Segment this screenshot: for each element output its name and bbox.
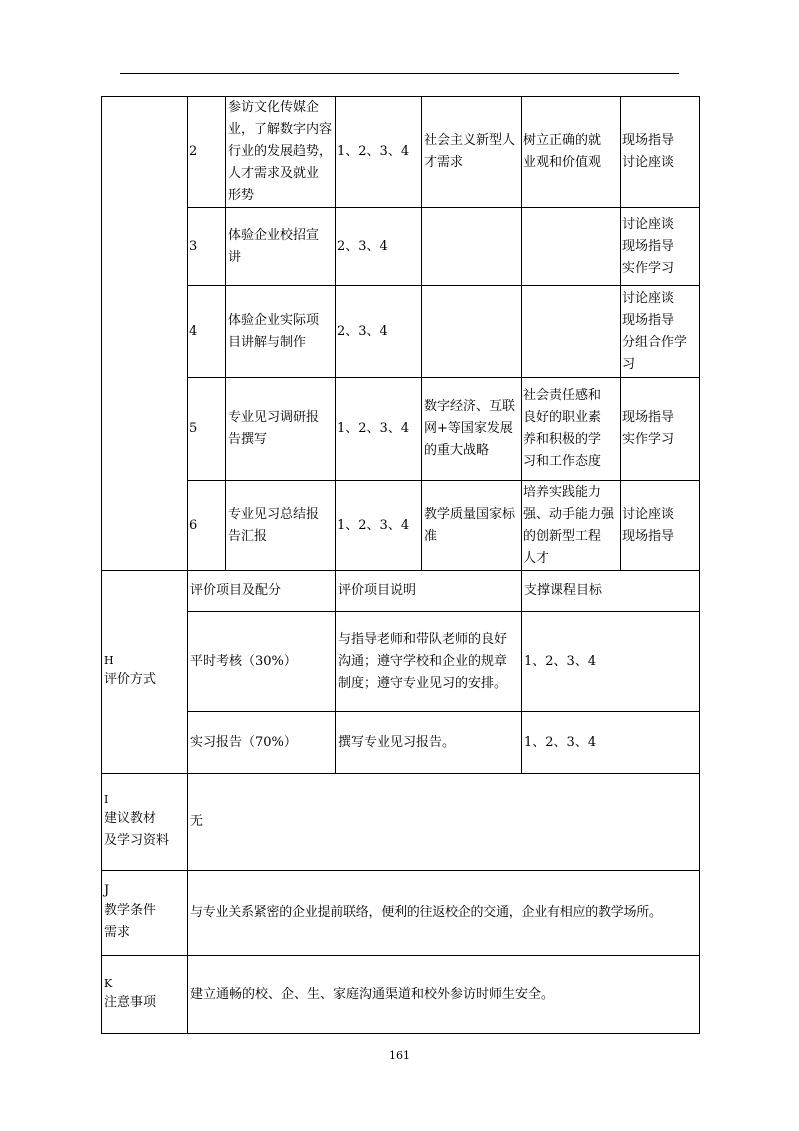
eval-header-target: 支撑课程目标 <box>524 583 603 598</box>
ideology-element: 教学质量国家标 准 <box>424 506 516 544</box>
ideology-element <box>422 286 521 377</box>
section-title: 教学条件 需求 <box>104 903 157 940</box>
conditions-content: 与专业关系紧密的企业提前联络，便利的往返校企的交通，企业有相应的教学场所。 <box>190 905 662 920</box>
activity-content: 体验企业校招宣 讲 <box>228 227 320 265</box>
materials-content: 无 <box>190 814 204 829</box>
section-title: 建议教材 及学习资料 <box>104 811 170 848</box>
eval-target: 1、2、3、4 <box>524 734 597 750</box>
eval-item: 实习报告（70%） <box>190 734 297 750</box>
eval-desc: 与指导老师和带队老师的良好 沟通；遵守学校和企业的规章 制度；遵守专业见习的安排。 <box>338 631 508 691</box>
section-letter: K <box>104 976 113 990</box>
section-title: 评价方式 <box>104 672 157 687</box>
section-letter: I <box>104 793 109 806</box>
value-goal: 培养实践能力 强、动手能力强 的创新型工程 人才 <box>523 484 615 566</box>
value-goal: 社会责任感和 良好的职业素 养和积极的学 习和工作态度 <box>523 388 602 469</box>
section-letter: H <box>104 654 114 667</box>
teaching-method: 现场指导 讨论座谈 <box>622 133 675 170</box>
activity-content: 专业见习调研报 告撰写 <box>228 410 320 447</box>
page-number: 161 <box>389 1049 410 1062</box>
section-letter: J <box>104 883 110 898</box>
activity-number: 4 <box>189 323 198 339</box>
conditions-label <box>102 871 187 955</box>
course-targets: 1、2、3、4 <box>337 144 410 159</box>
value-goal <box>522 208 620 285</box>
teaching-method: 讨论座谈 现场指导 分组合作学 习 <box>622 290 688 372</box>
ideology-element <box>422 208 521 285</box>
course-targets: 2、3、4 <box>337 323 388 339</box>
evaluation-label <box>102 571 187 773</box>
activity-number: 3 <box>189 238 198 254</box>
notes-label <box>102 956 187 1033</box>
materials-label <box>102 774 187 870</box>
activity-content: 体验企业实际项 目讲解与制作 <box>228 312 320 350</box>
notes-content: 建立通畅的校、企、生、家庭沟通渠道和校外参访时师生安全。 <box>190 986 555 1002</box>
section-title: 注意事项 <box>104 994 157 1010</box>
activity-content: 参访文化传媒企 业，了解数字内容 行业的发展趋势， 人才需求及就业 形势 <box>228 100 333 203</box>
activity-content: 专业见习总结报 告汇报 <box>228 506 320 544</box>
value-goal <box>522 286 620 377</box>
eval-desc: 撰写专业见习报告。 <box>338 734 456 750</box>
eval-target: 1、2、3、4 <box>524 653 597 669</box>
course-targets: 1、2、3、4 <box>337 517 410 533</box>
teaching-method: 讨论座谈 现场指导 <box>622 506 675 544</box>
eval-header-desc: 评价项目说明 <box>338 583 417 598</box>
value-goal: 树立正确的就 业观和价值观 <box>523 133 602 170</box>
eval-header-item: 评价项目及配分 <box>190 583 282 598</box>
ideology-element: 社会主义新型人 才需求 <box>424 133 516 170</box>
course-targets: 1、2、3、4 <box>337 421 410 436</box>
activity-number: 2 <box>189 144 198 159</box>
teaching-method: 现场指导 实作学习 <box>622 410 675 447</box>
course-targets: 2、3、4 <box>337 238 388 254</box>
header-rule <box>120 73 679 74</box>
teaching-method: 讨论座谈 现场指导 实作学习 <box>622 216 675 276</box>
eval-item: 平时考核（30%） <box>190 653 297 669</box>
ideology-element: 数字经济、互联 网+等国家发展 的重大战略 <box>424 399 516 458</box>
activity-number: 6 <box>189 517 198 533</box>
activity-number: 5 <box>189 421 198 436</box>
